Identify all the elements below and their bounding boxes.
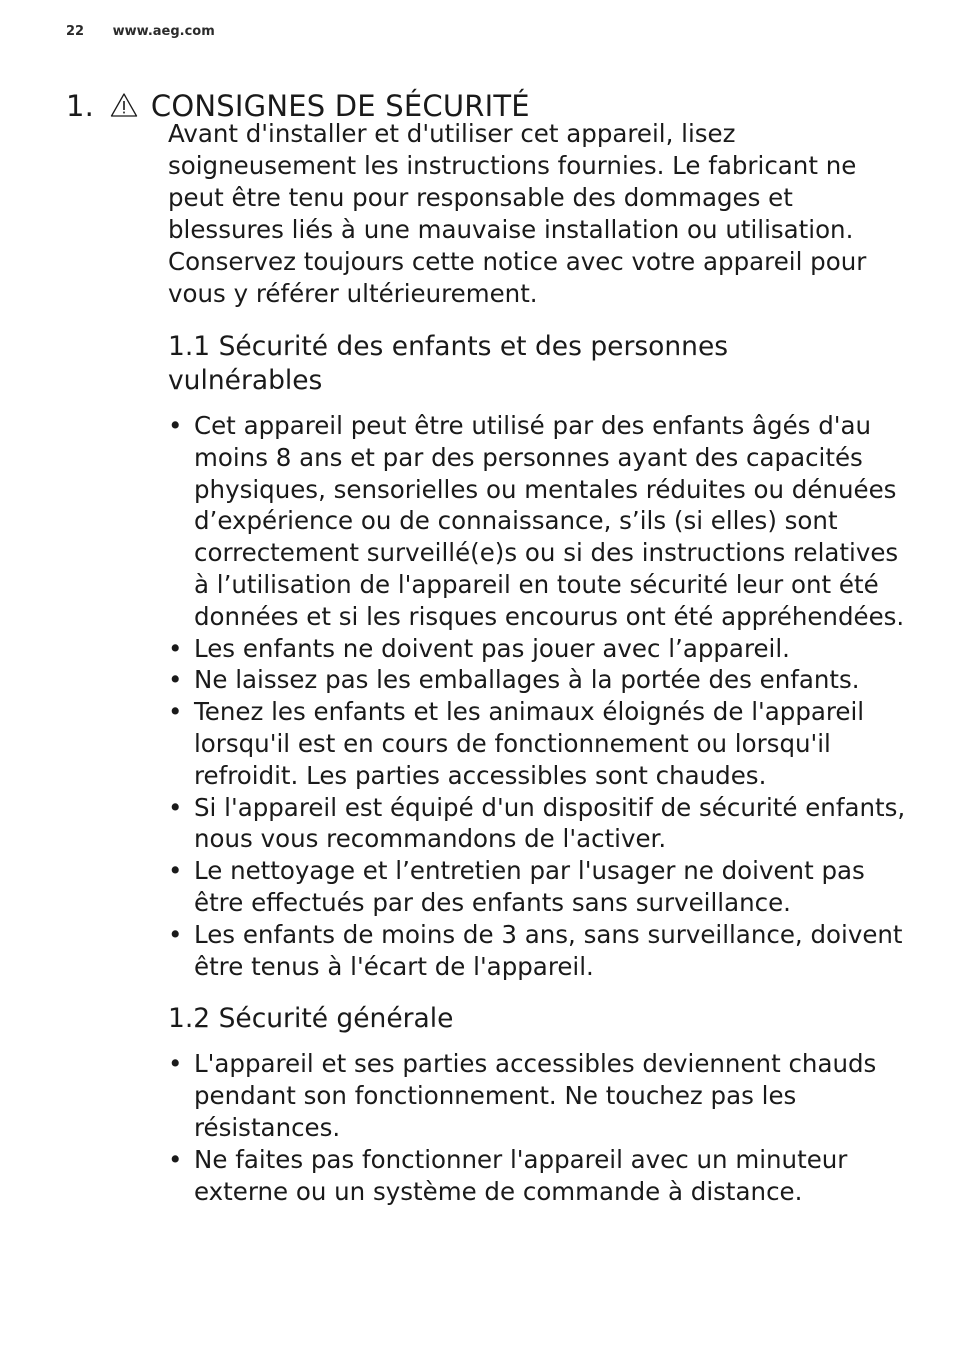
bullet-glyph: •	[168, 1049, 183, 1079]
list-item	[168, 696, 918, 791]
bullet-glyph: •	[168, 792, 183, 822]
bullet-glyph: •	[168, 697, 183, 727]
page-number: 22	[66, 24, 85, 39]
section-content	[168, 118, 918, 1207]
list-item-text: L'appareil et ses parties accessibles deviennent chauds pendant son fonctionnement. Ne touchez pas les résistances.	[194, 1049, 877, 1142]
bullet-glyph: •	[168, 665, 183, 695]
bullet-glyph: •	[168, 919, 183, 949]
section-number: 1.	[66, 89, 95, 124]
bullet-glyph: •	[168, 856, 183, 886]
intro-paragraph: Avant d'installer et d'utiliser cet appareil, lisez soigneusement les instructions fournies. Le fabricant ne peut être tenu pour responsable des dommages et blessures liés à une mauvaise installation ou utilisation. Conservez toujours cette notice avec votre appareil pour vous y référer ultérieurement.	[168, 119, 867, 308]
list-item-text: Ne faites pas fonctionner l'appareil avec un minuteur externe ou un système de commande à distance.	[194, 1144, 848, 1206]
bullet-glyph: •	[168, 1144, 183, 1174]
list-item	[168, 633, 918, 665]
list-item-text: Ne laissez pas les emballages à la portée des enfants.	[194, 665, 860, 695]
list-item-text: Si l'appareil est équipé d'un dispositif de sécurité enfants, nous vous recommandons de l'activer.	[194, 792, 906, 854]
bullet-glyph: •	[168, 633, 183, 663]
list-item-text: Tenez les enfants et les animaux éloignés de l'appareil lorsqu'il est en cours de fonctionnement ou lorsqu'il refroidit. Les parties accessibles sont chaudes.	[194, 697, 865, 790]
list-item	[168, 855, 918, 919]
list-item	[168, 410, 918, 633]
list-item-text: Cet appareil peut être utilisé par des enfants âgés d'au moins 8 ans et par des personnes ayant des capacités physiques, sensorielles ou mentales réduites ou dénuées d’expérience ou de connaissance, s’ils (si elles) sont correctement surveillé(e)s ou si des instructions relatives à l’utilisation de l'appareil en toute sécurité leur ont été données et si les risques encourus ont été appréhendées.	[194, 411, 905, 631]
list-item	[168, 919, 918, 983]
list-item	[168, 1144, 918, 1208]
bullet-glyph: •	[168, 411, 183, 440]
list-item	[168, 664, 918, 696]
website-url: www.aeg.com	[112, 24, 215, 39]
page-header	[66, 24, 215, 39]
section-title-text: CONSIGNES DE SÉCURITÉ	[150, 89, 530, 124]
list-item-text: Les enfants de moins de 3 ans, sans surveillance, doivent être tenus à l'écart de l'appareil.	[194, 919, 903, 981]
general-safety-list	[168, 1048, 918, 1207]
list-item-text: Les enfants ne doivent pas jouer avec l’appareil.	[194, 633, 790, 663]
children-safety-list	[168, 410, 918, 982]
subsection-heading-children-safety: 1.1 Sécurité des enfants et des personnes vulnérables	[168, 331, 729, 396]
list-item	[168, 792, 918, 856]
warning-triangle-icon	[110, 91, 138, 117]
list-item	[168, 1048, 918, 1143]
subsection-heading-general-safety: 1.2 Sécurité générale	[168, 1003, 454, 1035]
list-item-text: Le nettoyage et l’entretien par l'usager ne doivent pas être effectués par des enfants sans surveillance.	[194, 856, 865, 917]
